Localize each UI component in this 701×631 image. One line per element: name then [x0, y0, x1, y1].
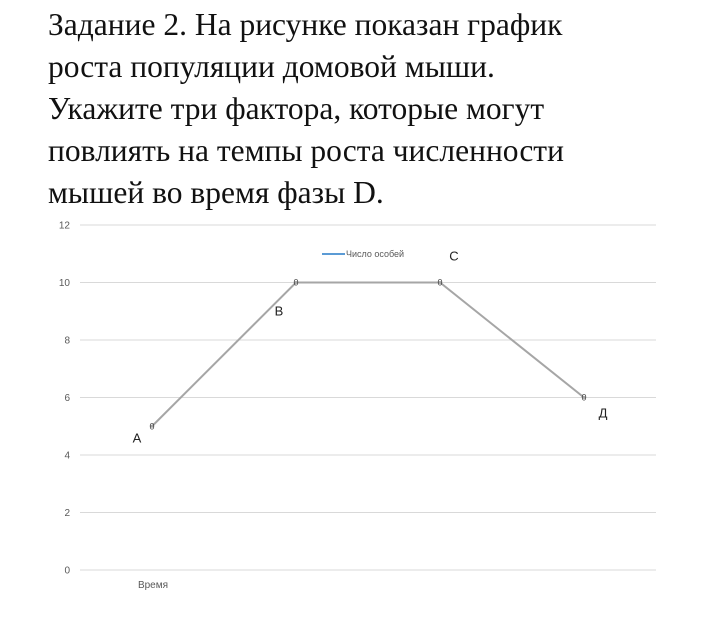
point-label: В [274, 303, 284, 319]
legend-label: Число особей [346, 249, 405, 259]
y-tick-label: 2 [64, 508, 70, 519]
y-tick-label: 4 [64, 450, 70, 462]
task-line: роста популяции домовой мыши. [48, 49, 495, 84]
y-tick-label: 6 [64, 393, 70, 404]
data-label: 0 [581, 392, 587, 403]
data-labels [149, 278, 586, 432]
data-points [151, 281, 586, 428]
y-tick-label: 10 [58, 278, 70, 289]
task-line: повлиять на темпы роста численности [48, 133, 564, 168]
task-text [48, 4, 688, 214]
x-axis-label: Время [137, 580, 169, 591]
point-label: Д [598, 405, 608, 421]
data-label: 0 [293, 277, 299, 288]
point-label: А [132, 430, 142, 446]
population-line-chart [0, 210, 701, 631]
y-tick-label: 8 [64, 335, 70, 347]
series-line [152, 283, 587, 427]
data-label: 0 [149, 421, 155, 432]
task-line: Задание 2. На рисунке показан график [48, 7, 563, 42]
task-line: Укажите три фактора, которые могут [48, 91, 545, 126]
y-axis-ticks [59, 221, 71, 577]
legend [322, 249, 404, 259]
gridlines [80, 225, 656, 570]
task-line: мышей во время фазы D. [48, 175, 384, 210]
point-label: С [449, 248, 459, 264]
data-label: 0 [437, 277, 443, 288]
y-tick-label: 12 [58, 220, 70, 232]
point-labels [133, 249, 608, 446]
y-tick-label: 0 [64, 565, 70, 577]
